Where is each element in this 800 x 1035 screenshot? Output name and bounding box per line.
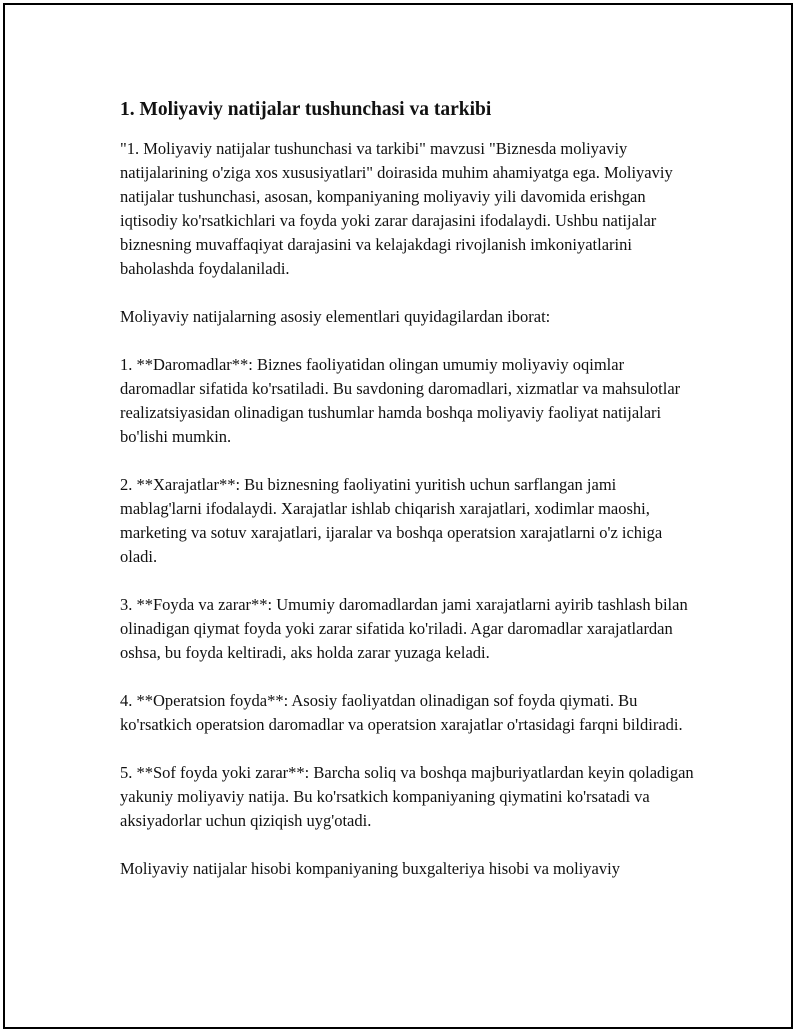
item-xarajatlar-paragraph: 2. **Xarajatlar**: Bu biznesning faoliyatini yuritish uchun sarflangan jami mablag'larni ifodalaydi. Xarajatlar ishlab chiqarish xarajatlari, xodimlar maoshi, marketing va sotuv xarajatlari, ijaralar va boshqa operatsion xarajatlarni o'z ichiga oladi. xyxy=(120,475,663,566)
item-foyda-zarar-paragraph: 3. **Foyda va zarar**: Umumiy daromadlardan jami xarajatlarni ayirib tashlash bilan olinadigan qiymat foyda yoki zarar sifatida ko'riladi. Agar daromadlar xarajatlardan oshsa, bu foyda keltiradi, aks holda zarar yuzaga keladi. xyxy=(120,595,688,662)
item-operatsion-foyda-paragraph: 4. **Operatsion foyda**: Asosiy faoliyatdan olinadigan sof foyda qiymati. Bu ko'rsatkich operatsion daromadlar va operatsion xarajatlar o'rtasidagi farqni bildiradi. xyxy=(120,691,683,734)
item-sof-foyda-paragraph: 5. **Sof foyda yoki zarar**: Barcha soliq va boshqa majburiyatlardan keyin qoladigan yakuniy moliyaviy natija. Bu ko'rsatkich kompaniyaning qiymatini ko'rsatadi va aksiyadorlar uchun qiziqish uyg'otadi. xyxy=(120,763,694,830)
document-page xyxy=(3,3,793,1029)
document-content xyxy=(120,97,700,881)
intro-paragraph: "1. Moliyaviy natijalar tushunchasi va tarkibi" mavzusi "Biznesda moliyaviy natijalarining o'ziga xos xususiyatlari" doirasida muhim ahamiyatga ega. Moliyaviy natijalar tushunchasi, asosan, kompaniyaning moliyaviy yili davomida erishgan iqtisodiy ko'rsatkichlari va foyda yoki zarar darajasini ifodalaydi. Ushbu natijalar biznesning muvaffaqiyat darajasini va kelajakdagi rivojlanish imkoniyatlarini baholashda foydalaniladi. xyxy=(120,139,673,278)
section-heading: 1. Moliyaviy natijalar tushunchasi va tarkibi xyxy=(120,99,492,120)
elements-intro-paragraph: Moliyaviy natijalarning asosiy elementlari quyidagilardan iborat: xyxy=(120,307,551,326)
item-daromadlar-paragraph: 1. **Daromadlar**: Biznes faoliyatidan olingan umumiy moliyaviy oqimlar daromadlar sifatida ko'rsatiladi. Bu savdoning daromadlari, xizmatlar va mahsulotlar realizatsiyasidan olinadigan tushumlar hamda boshqa moliyaviy faoliyat natijalari bo'lishi mumkin. xyxy=(120,355,681,446)
closing-paragraph: Moliyaviy natijalar hisobi kompaniyaning buxgalteriya hisobi va moliyaviy xyxy=(120,859,620,878)
